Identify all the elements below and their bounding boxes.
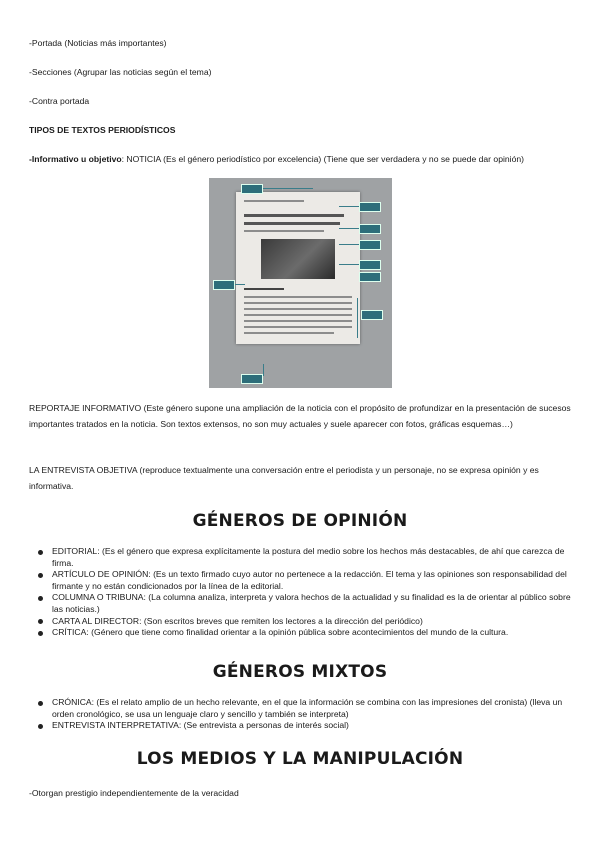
- list-item: CRÍTICA: (Género que tiene como finalidad orientar a la opinión pública sobre acontecimientos del mundo de la cultura.: [38, 627, 573, 639]
- heading-generos-opinion: GÉNEROS DE OPINIÓN: [192, 511, 408, 531]
- heading-tipos-textos: TIPOS DE TEXTOS PERIODÍSTICOS: [29, 125, 176, 135]
- list-item: ARTÍCULO DE OPINIÓN: (Es un texto firmado cuyo autor no pertenece a la redacción. El tema y las opiniones son responsabilidad del firmante y no están condicionados por la línea de la editorial.: [38, 569, 573, 592]
- line-prestigio: -Otorgan prestigio independientemente de la veracidad: [29, 788, 239, 798]
- informativo-label: -Informativo u objetivo: [29, 154, 122, 164]
- heading-generos-mixtos: GÉNEROS MIXTOS: [212, 662, 388, 682]
- list-item: ENTREVISTA INTERPRETATIVA: (Se entrevista a personas de interés social): [38, 720, 573, 732]
- newspaper-sheet: [236, 192, 360, 344]
- list-item: CRÓNICA: (Es el relato amplio de un hecho relevante, en el que la información se combina con las impresiones del cronista) (lleva un orden cronológico, se usa un lenguaje claro y sencillo y también se interpreta): [38, 697, 573, 720]
- newspaper-photo: [261, 239, 335, 279]
- informativo-text: : NOTICIA (Es el género periodístico por excelencia) (Tiene que ser verdadera y no se puede dar opinión): [121, 154, 524, 164]
- paragraph-entrevista-objetiva: LA ENTREVISTA OBJETIVA (reproduce textualmente una conversación entre el periodista y un personaje, no se expresa opinión y es informativa.: [29, 465, 539, 491]
- list-item: EDITORIAL: (Es el género que expresa explícitamente la postura del medio sobre los hechos más destacables, de ahí que carezca de firma.: [38, 546, 573, 569]
- newspaper-annotated-image: [209, 178, 392, 388]
- list-generos-opinion: [38, 546, 573, 639]
- list-item: CARTA AL DIRECTOR: (Son escritos breves que remiten los lectores a la dirección del periódico): [38, 616, 573, 628]
- paragraph-reportaje: REPORTAJE INFORMATIVO (Este género supone una ampliación de la noticia con el propósito de profundizar en la presentación de sucesos importantes tratados en la noticia. Son textos extensos, no son muy actuales y suele aparecer con fotos, gráficas esquemas…): [29, 403, 571, 429]
- line-informativo: [29, 153, 524, 165]
- list-item: COLUMNA O TRIBUNA: (La columna analiza, interpreta y valora hechos de la actualidad y su finalidad es la de orientar al público sobre las noticias.): [38, 592, 573, 615]
- heading-medios-manipulacion: LOS MEDIOS Y LA MANIPULACIÓN: [136, 749, 464, 769]
- line-secciones: -Secciones (Agrupar las noticias según el tema): [29, 67, 212, 77]
- line-contraportada: -Contra portada: [29, 96, 90, 106]
- line-portada: -Portada (Noticias más importantes): [29, 38, 167, 48]
- list-generos-mixtos: [38, 697, 573, 732]
